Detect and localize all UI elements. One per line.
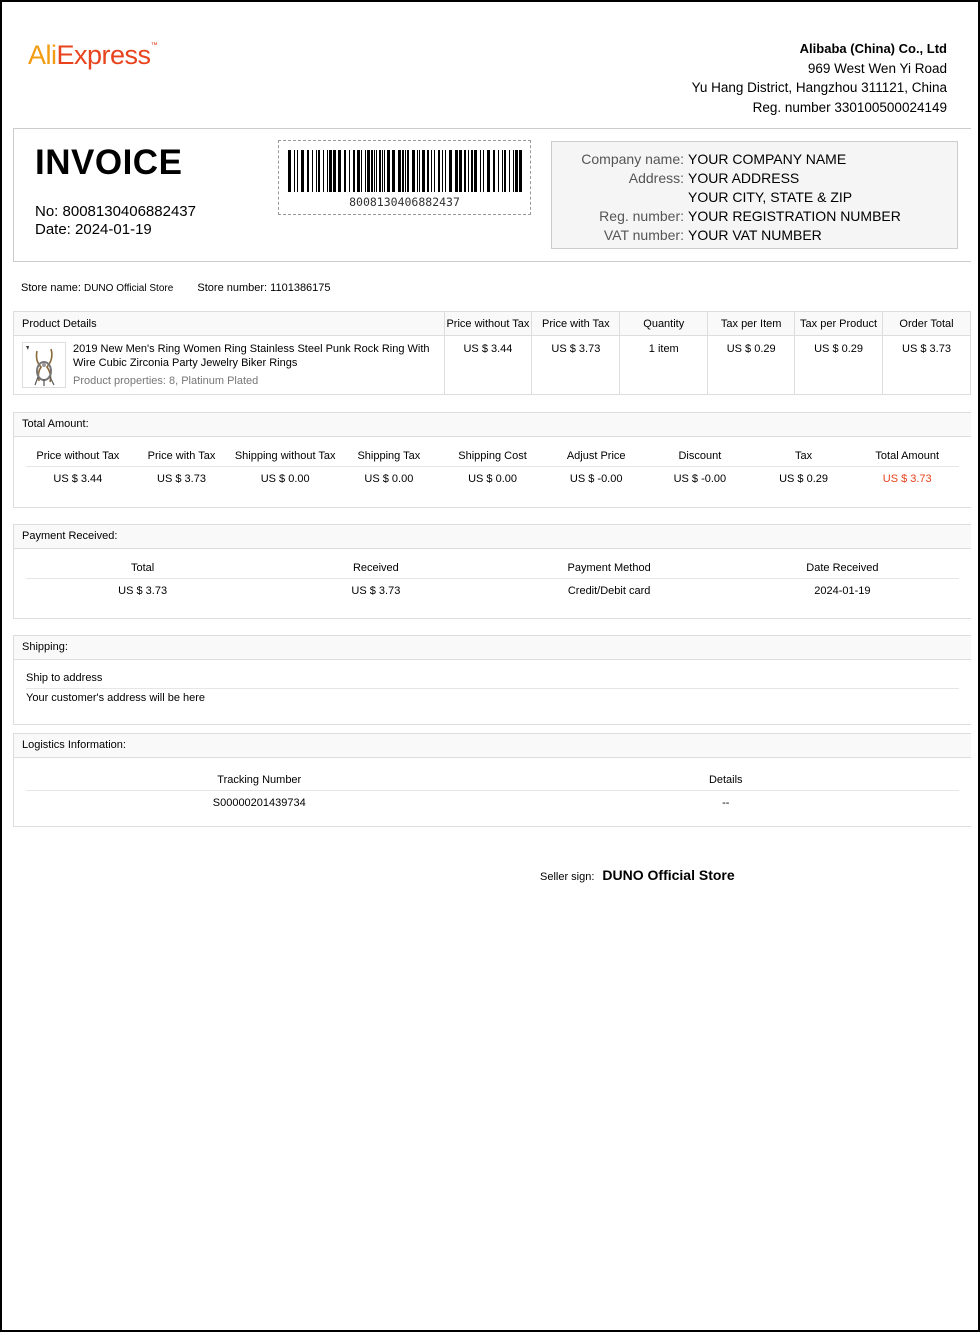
tracking-number[interactable]: S00000201439734 (212, 797, 306, 809)
grid-value: US $ 3.73 (118, 585, 168, 597)
barcode-bar (316, 150, 317, 192)
barcode-bar (312, 150, 313, 192)
company-value: YOUR CITY, STATE & ZIP (688, 189, 853, 205)
logo-tm: ™ (150, 42, 158, 49)
barcode-bar (329, 150, 332, 192)
company-row (552, 226, 957, 245)
invoice-header-box (13, 128, 971, 262)
barcode-bar (419, 150, 420, 192)
barcode (278, 140, 531, 215)
ship-to-value: Your customer's address will be here (26, 692, 206, 704)
column-header: Received (259, 556, 492, 579)
company-label: Company name: (581, 151, 684, 167)
invoice-number: No: 8008130406882437 (35, 203, 196, 220)
barcode-number: 8008130406882437 (349, 195, 460, 209)
column-header: Order Total (883, 312, 971, 336)
customer-company-box (551, 141, 958, 249)
barcode-bar (327, 150, 328, 192)
barcode-bar (384, 150, 385, 192)
logo-ali: Ali (28, 40, 57, 70)
barcode-bar (480, 150, 481, 192)
invoice-date: Date: 2024-01-19 (35, 221, 152, 238)
barcode-bar (502, 150, 503, 192)
company-label: VAT number: (603, 227, 684, 243)
ring-image-icon (23, 343, 65, 387)
invoice-title: INVOICE (35, 143, 183, 182)
barcode-bar (357, 150, 360, 192)
ship-to-label: Ship to address (26, 672, 959, 689)
column-header: Total Amount (855, 444, 959, 467)
column-header: Tax per Item (708, 312, 795, 336)
barcode-bars (288, 150, 522, 192)
grid-value: US $ -0.00 (569, 473, 623, 485)
grid-value: US $ 0.00 (260, 473, 310, 485)
grid-value: US $ 0.00 (468, 473, 517, 485)
column-header: Price with Tax (532, 312, 620, 336)
barcode-bar (402, 150, 404, 192)
column-header: Tax per Product (795, 312, 883, 336)
barcode-bar (407, 150, 409, 192)
barcode-bar (464, 150, 466, 192)
product-thumbnail[interactable] (22, 342, 66, 388)
grid-value: US $ 0.29 (779, 473, 828, 485)
barcode-bar (382, 150, 383, 192)
tax-per-product-cell: US $ 0.29 (795, 336, 883, 395)
barcode-bar (333, 150, 336, 192)
column-header: Discount (648, 444, 752, 467)
column-header: Payment Method (493, 556, 726, 579)
barcode-bar (498, 150, 499, 192)
barcode-bar (367, 150, 370, 192)
barcode-bar (344, 150, 346, 192)
section-title: Shipping: (14, 636, 971, 660)
seller-sign (540, 867, 735, 883)
company-row (552, 207, 957, 226)
barcode-bar (307, 150, 309, 192)
barcode-bar (504, 150, 506, 192)
grid-value: US $ 0.00 (364, 473, 414, 485)
barcode-bar (318, 150, 320, 192)
tax-per-item-cell: US $ 0.29 (708, 336, 795, 395)
company-row (552, 169, 957, 188)
column-header: Quantity (620, 312, 708, 336)
barcode-bar (427, 150, 429, 192)
barcode-bar (338, 150, 341, 192)
logo-express: Express (56, 40, 151, 70)
barcode-bar (445, 150, 446, 192)
logistics-grid (26, 768, 959, 814)
section-title: Total Amount: (14, 413, 971, 437)
column-header: Date Received (726, 556, 959, 579)
company-value: YOUR VAT NUMBER (688, 227, 822, 243)
grid-value: US $ -0.00 (673, 473, 727, 485)
barcode-bar (398, 150, 401, 192)
total-amount-value: US $ 3.73 (882, 473, 932, 485)
order-total-cell: US $ 3.73 (883, 336, 971, 395)
barcode-bar (301, 150, 304, 192)
barcode-bar (468, 150, 469, 192)
grid-value: 2024-01-19 (814, 585, 871, 597)
store-info (21, 282, 331, 294)
store-number-label: Store number: (197, 282, 268, 294)
total-amount-grid (26, 444, 959, 490)
barcode-bar (431, 150, 432, 192)
invoice-meta (35, 203, 196, 239)
column-header: Details (493, 768, 960, 791)
barcode-bar (405, 150, 406, 192)
product-properties: Product properties: 8, Platinum Plated (73, 375, 259, 387)
column-header: Total (26, 556, 259, 579)
product-table-header (14, 312, 971, 336)
barcode-bar (288, 150, 291, 192)
barcode-bar (297, 150, 298, 192)
store-name: DUNO Official Store (83, 283, 174, 294)
column-header: Adjust Price (544, 444, 648, 467)
column-header: Tracking Number (26, 768, 493, 791)
barcode-bar (509, 150, 510, 192)
column-header: Shipping Tax (337, 444, 441, 467)
payment-grid (26, 556, 959, 602)
barcode-bar (493, 150, 495, 192)
barcode-bar (379, 150, 381, 192)
grid-value: US $ 3.73 (157, 473, 206, 485)
quantity-cell: 1 item (620, 336, 708, 395)
company-row (552, 150, 957, 169)
barcode-bar (323, 150, 324, 192)
column-header: Price without Tax (26, 444, 130, 467)
price-without-tax-cell: US $ 3.44 (444, 336, 532, 395)
barcode-bar (519, 150, 522, 192)
barcode-bar (474, 150, 477, 192)
price-with-tax-cell: US $ 3.73 (532, 336, 620, 395)
seller-address-line1: 969 West Wen Yi Road (807, 60, 947, 76)
barcode-bar (487, 150, 490, 192)
company-label: Reg. number: (599, 208, 684, 224)
seller-address-line2: Yu Hang District, Hangzhou 311121, China (691, 80, 947, 95)
seller-name: Alibaba (China) Co., Ltd (799, 41, 947, 56)
product-title[interactable]: 2019 New Men's Ring Women Ring Stainless Steel Punk Rock Ring With Wire Cubic Zirconia Party Jewelry Biker Rings (73, 343, 430, 369)
barcode-bar (392, 150, 395, 192)
barcode-bar (455, 150, 458, 192)
seller-sign-label: Seller sign: (540, 871, 595, 883)
company-value: YOUR ADDRESS (688, 170, 800, 186)
company-value: YOUR REGISTRATION NUMBER (688, 208, 901, 224)
barcode-bar (412, 150, 415, 192)
aliexpress-logo (28, 40, 157, 71)
total-amount-section (13, 412, 971, 508)
column-header: Price with Tax (130, 444, 234, 467)
company-label: Address: (628, 170, 684, 186)
barcode-bar (422, 150, 425, 192)
seller-address (692, 39, 947, 117)
section-title: Payment Received: (14, 525, 971, 549)
barcode-bar (353, 150, 355, 192)
barcode-bar (374, 150, 375, 192)
barcode-bar (459, 150, 462, 192)
barcode-bar (442, 150, 443, 192)
payment-section (13, 524, 971, 619)
store-name-label: Store name: (21, 282, 81, 294)
barcode-bar (417, 150, 418, 192)
column-header: Tax (752, 444, 856, 467)
column-header: Price without Tax (444, 312, 532, 336)
shipping-section (13, 635, 971, 725)
barcode-bar (515, 150, 518, 192)
seller-sign-name: DUNO Official Store (602, 867, 735, 883)
company-value: YOUR COMPANY NAME (688, 151, 847, 167)
barcode-bar (349, 150, 350, 192)
barcode-bar (438, 150, 440, 192)
barcode-bar (387, 150, 390, 192)
product-details-cell (14, 336, 445, 395)
table-row (14, 336, 971, 395)
store-number: 1101386175 (270, 282, 331, 294)
section-title: Logistics Information: (14, 734, 971, 758)
barcode-bar (471, 150, 473, 192)
column-header: Shipping Cost (441, 444, 545, 467)
barcode-bar (513, 150, 514, 192)
column-header: Product Details (14, 312, 445, 336)
grid-value: -- (722, 797, 730, 809)
barcode-bar (361, 150, 362, 192)
seller-reg-number: Reg. number 330100500024149 (752, 99, 947, 115)
grid-value: US $ 3.44 (53, 473, 103, 485)
logistics-section (13, 733, 971, 827)
product-table (13, 311, 971, 395)
barcode-bar (449, 150, 452, 192)
company-label (552, 188, 688, 207)
company-row (552, 188, 957, 207)
barcode-bar (376, 150, 377, 192)
barcode-bar (434, 150, 435, 192)
barcode-bar (483, 150, 484, 192)
barcode-bar (371, 150, 373, 192)
grid-value: US $ 3.73 (351, 585, 401, 597)
grid-value: Credit/Debit card (567, 585, 651, 597)
barcode-bar (365, 150, 366, 192)
column-header: Shipping without Tax (233, 444, 337, 467)
barcode-bar (294, 150, 295, 192)
